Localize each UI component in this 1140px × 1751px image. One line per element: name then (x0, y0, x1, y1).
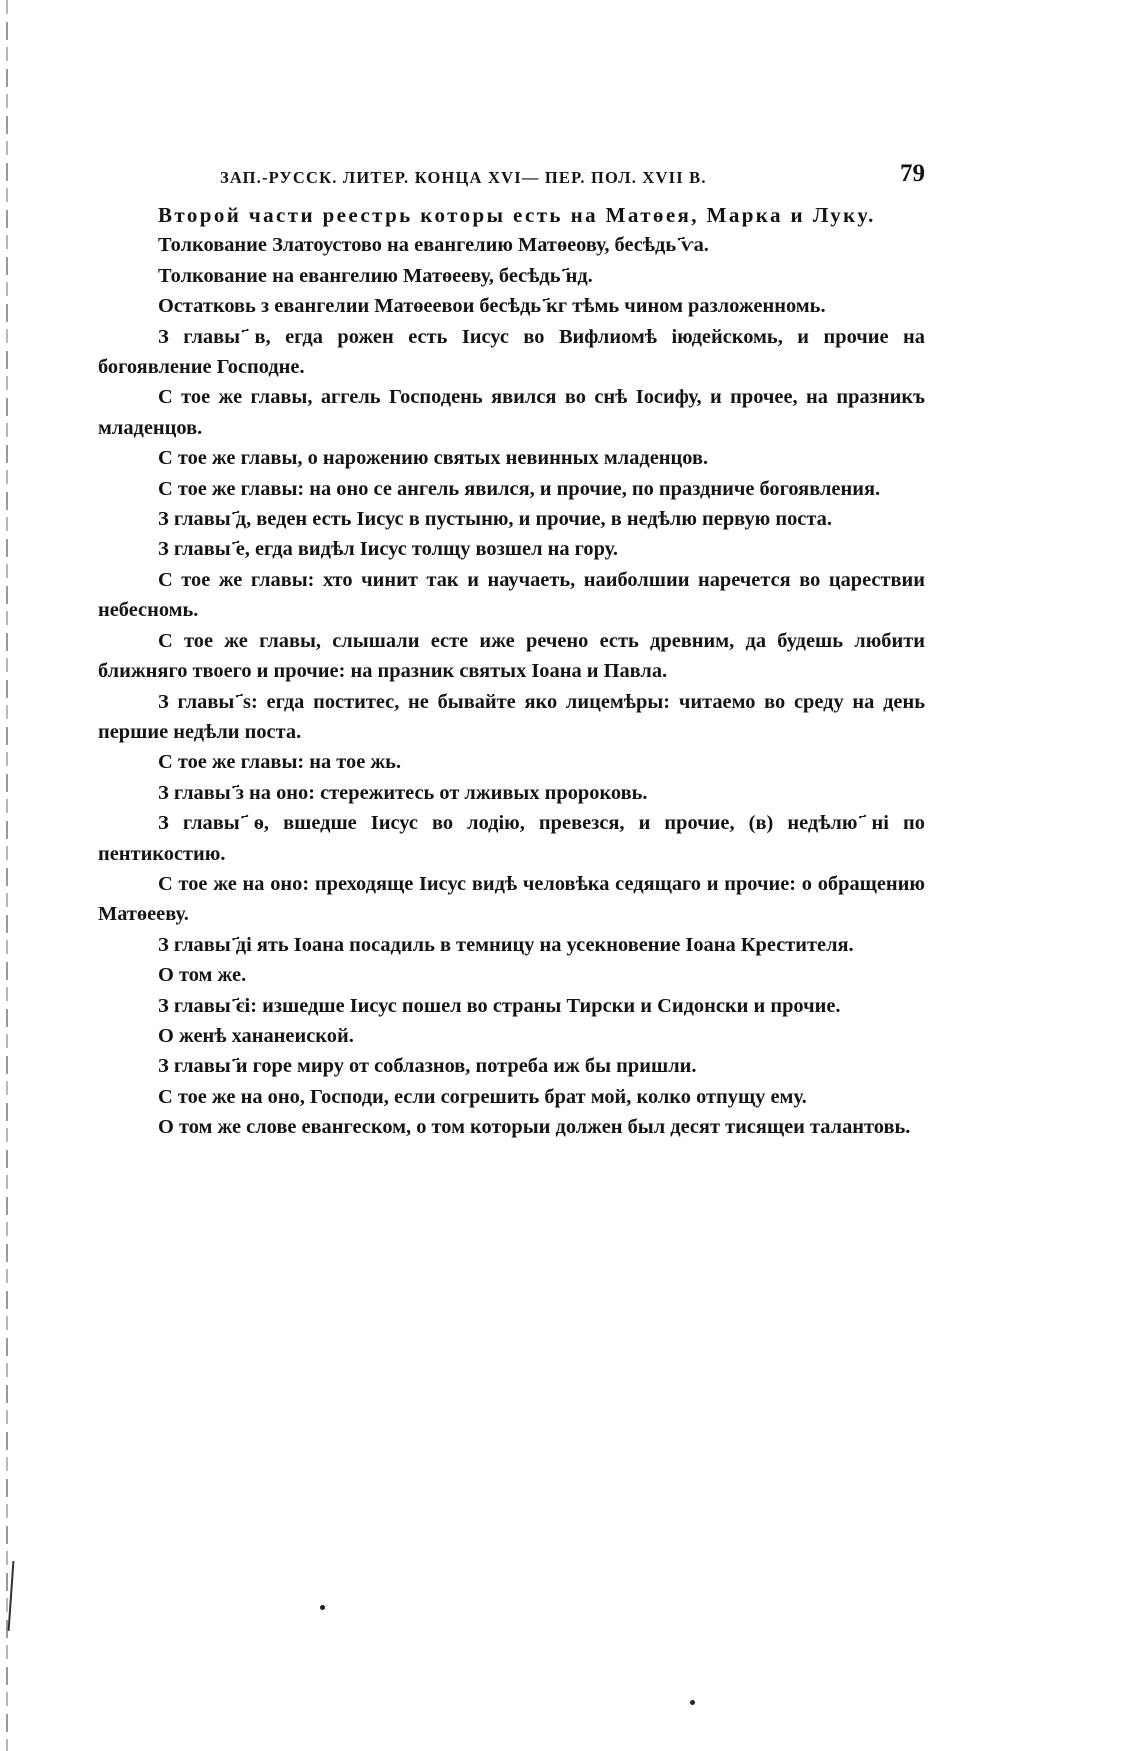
scan-mark (8, 1561, 15, 1631)
paragraph: С тое же главы, аггель Господень явился во снѣ Іосифу, и прочее, на празникъ младенцов. (98, 386, 925, 439)
paragraph: З главы ҃ді ять Іоана посадиль в темницу на усекновение Іоана Крестителя. (158, 933, 854, 956)
scan-speck (690, 1700, 695, 1705)
paragraph: З главы ҃з на оно: стережитесь от лживых пророковь. (158, 781, 648, 804)
paragraph: О женѣ хананеиской. (158, 1024, 354, 1047)
scan-speck (320, 1605, 325, 1610)
paragraph: С тое же главы, о нарожению святых невинных младенцов. (158, 447, 709, 470)
paragraph: О том же. (158, 964, 247, 987)
paragraph: З главы ҃ѳ, вшедше Іисус во лодію, превезся, и прочие, (в) недѣлю ҃ні по пентикостию. (98, 812, 925, 865)
paragraph: С тое же главы, слышали есте иже речено есть древним, да будешь любити ближняго твоего и прочие: на празник святых Іоана и Павла. (98, 629, 925, 683)
paragraph: Толкование на евангелию Матөееву, бесѣдь ҃нд. (158, 264, 593, 287)
paragraph: З главы ҃и горе миру от соблазнов, потреба иж бы пришли. (158, 1055, 697, 1078)
paragraph: С тое же главы: хто чинит так и научаеть, наиболшии наречется во царествии небесномь. (98, 568, 925, 622)
paragraph: С тое же на оно, Господи, если согрешить брат мой, колко отпущу ему. (158, 1085, 807, 1108)
paragraph: З главы ҃ѕ: егда поститес, не бывайте яко лицемѣры: читаемо во среду на день першие недѣли поста. (98, 690, 925, 743)
page-number: 79 (900, 160, 925, 187)
book-page (98, 160, 925, 1143)
paragraph: З главы ҃е, егда видѣл Іисус толщу возшел на гору. (158, 538, 618, 561)
scan-edge (6, 0, 8, 1751)
paragraph: С тое же главы: на тое жь. (158, 751, 402, 774)
running-title: ЗАП.-РУССК. ЛИТЕР. КОНЦА XVI— ПЕР. ПОЛ. XVII В. (220, 168, 707, 187)
paragraph: С тое же главы: на оно се ангель явился, и прочие, по праздниче богоявления. (158, 477, 881, 500)
body-text (98, 200, 925, 1143)
paragraph: З главы ҃д, веден есть Іисус в пустыню, и прочие, в недѣлю первую поста. (158, 508, 832, 531)
paragraph: О том же слове евангеском, о том которыи должен был десят тисящеи талантовь. (158, 1116, 911, 1139)
page-header (98, 160, 925, 200)
paragraph: Толкование Златоустово на евангелию Матөеову, бесѣдь ҃ѵа. (158, 234, 709, 257)
paragraph: З главы ҃в, егда рожен есть Іисус во Вифлиомѣ іюдейскомь, и прочие на богоявление Господне. (98, 325, 925, 379)
paragraph: Остатковь з евангелии Матөеевои бесѣдь ҃кг тѣмь чином разложенномь. (158, 295, 826, 318)
section-title: Второй части реестрь которы есть на Матөея, Марка и Луку. (158, 203, 876, 227)
paragraph: З главы ҃єі: изшедше Іисус пошел во страны Тирски и Сидонски и прочие. (158, 994, 841, 1017)
paragraph: С тое же на оно: преходяще Іисус видѣ человѣка седящаго и прочие: о обращению Матөееву. (98, 872, 925, 926)
